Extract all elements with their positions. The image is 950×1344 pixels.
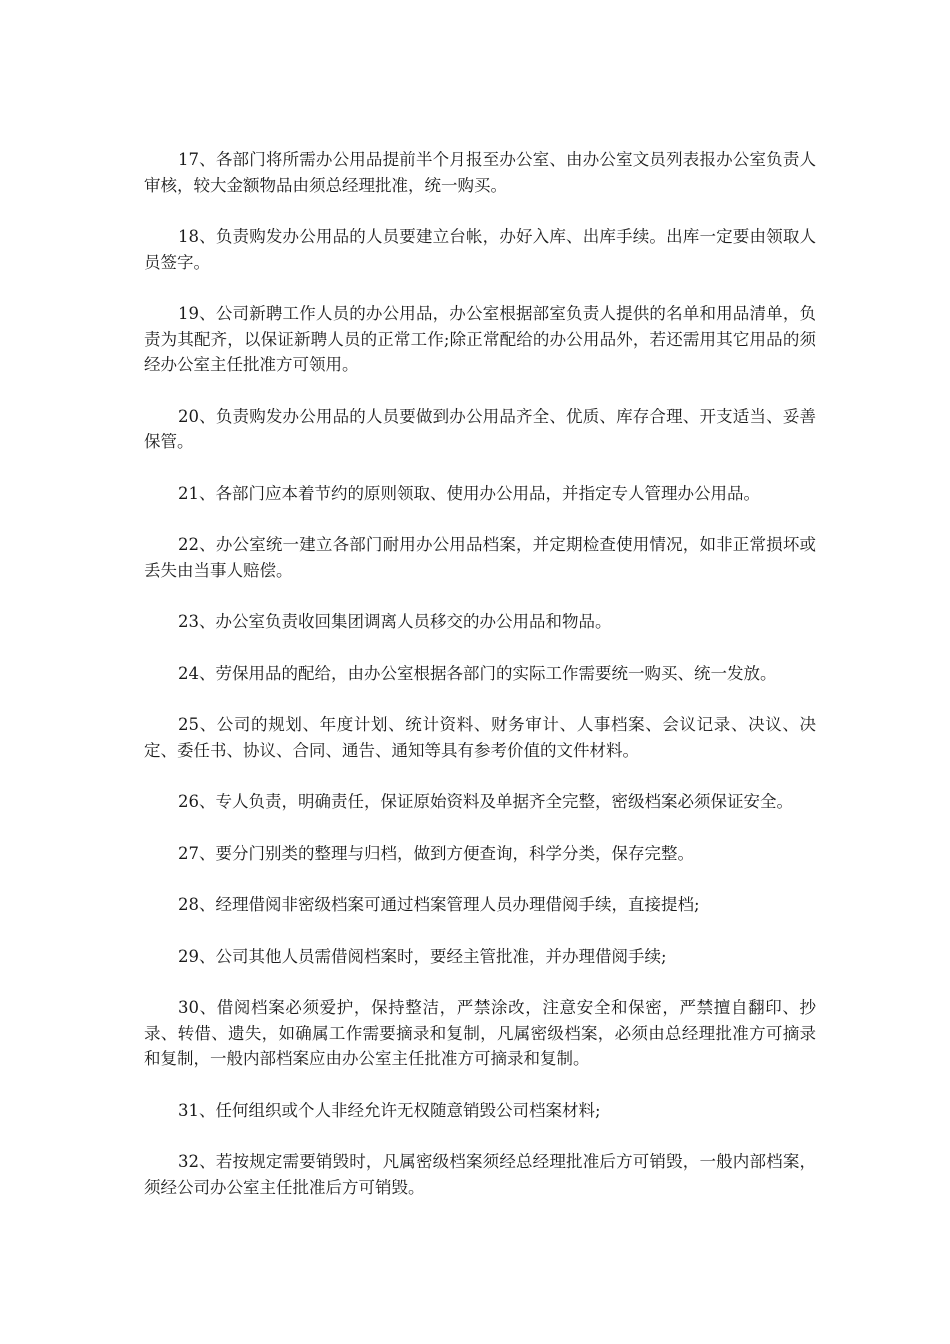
paragraph-19: 19、公司新聘工作人员的办公用品，办公室根据部室负责人提供的名单和用品清单，负责为其配齐，以保证新聘人员的正常工作;除正常配给的办公用品外，若还需用其它用品的须经办公室主任批准方可领用。 [144,304,816,374]
paragraph-17: 17、各部门将所需办公用品提前半个月报至办公室、由办公室文员列表报办公室负责人审核，较大金额物品由须总经理批准，统一购买。 [144,150,816,195]
paragraph-32: 32、若按规定需要销毁时，凡属密级档案须经总经理批准后方可销毁，一般内部档案，须经公司办公室主任批准后方可销毁。 [144,1152,816,1197]
paragraph-27: 27、要分门别类的整理与归档，做到方便查询，科学分类，保存完整。 [178,843,694,863]
paragraph-23: 23、办公室负责收回集团调离人员移交的办公用品和物品。 [178,612,612,631]
paragraph-29: 29、公司其他人员需借阅档案时，要经主管批准，并办理借阅手续; [178,946,667,966]
paragraph-18: 18、负责购发办公用品的人员要建立台帐，办好入库、出库手续。出库一定要由领取人员签字。 [144,227,816,272]
paragraph-22: 22、办公室统一建立各部门耐用办公用品档案，并定期检查使用情况，如非正常损坏或丢失由当事人赔偿。 [144,535,816,580]
document-body [144,147,816,1226]
paragraph-31: 31、任何组织或个人非经允许无权随意销毁公司档案材料; [178,1100,601,1120]
paragraph-28: 28、经理借阅非密级档案可通过档案管理人员办理借阅手续，直接提档; [178,895,700,914]
paragraph-20: 20、负责购发办公用品的人员要做到办公用品齐全、优质、库存合理、开支适当、妥善保管。 [144,406,816,451]
paragraph-30: 30、借阅档案必须爱护，保持整洁，严禁涂改，注意安全和保密，严禁擅自翻印、抄录、转借、遗失，如确属工作需要摘录和复制，凡属密级档案，必须由总经理批准方可摘录和复制，一般内部档案应由办公室主任批准方可摘录和复制。 [144,998,816,1068]
paragraph-21: 21、各部门应本着节约的原则领取、使用办公用品，并指定专人管理办公用品。 [178,483,760,503]
paragraph-25: 25、公司的规划、年度计划、统计资料、财务审计、人事档案、会议记录、决议、决定、委任书、协议、合同、通告、通知等具有参考价值的文件材料。 [144,715,816,760]
paragraph-24: 24、劳保用品的配给，由办公室根据各部门的实际工作需要统一购买、统一发放。 [178,663,777,683]
paragraph-26: 26、专人负责，明确责任，保证原始资料及单据齐全完整，密级档案必须保证安全。 [178,792,793,811]
